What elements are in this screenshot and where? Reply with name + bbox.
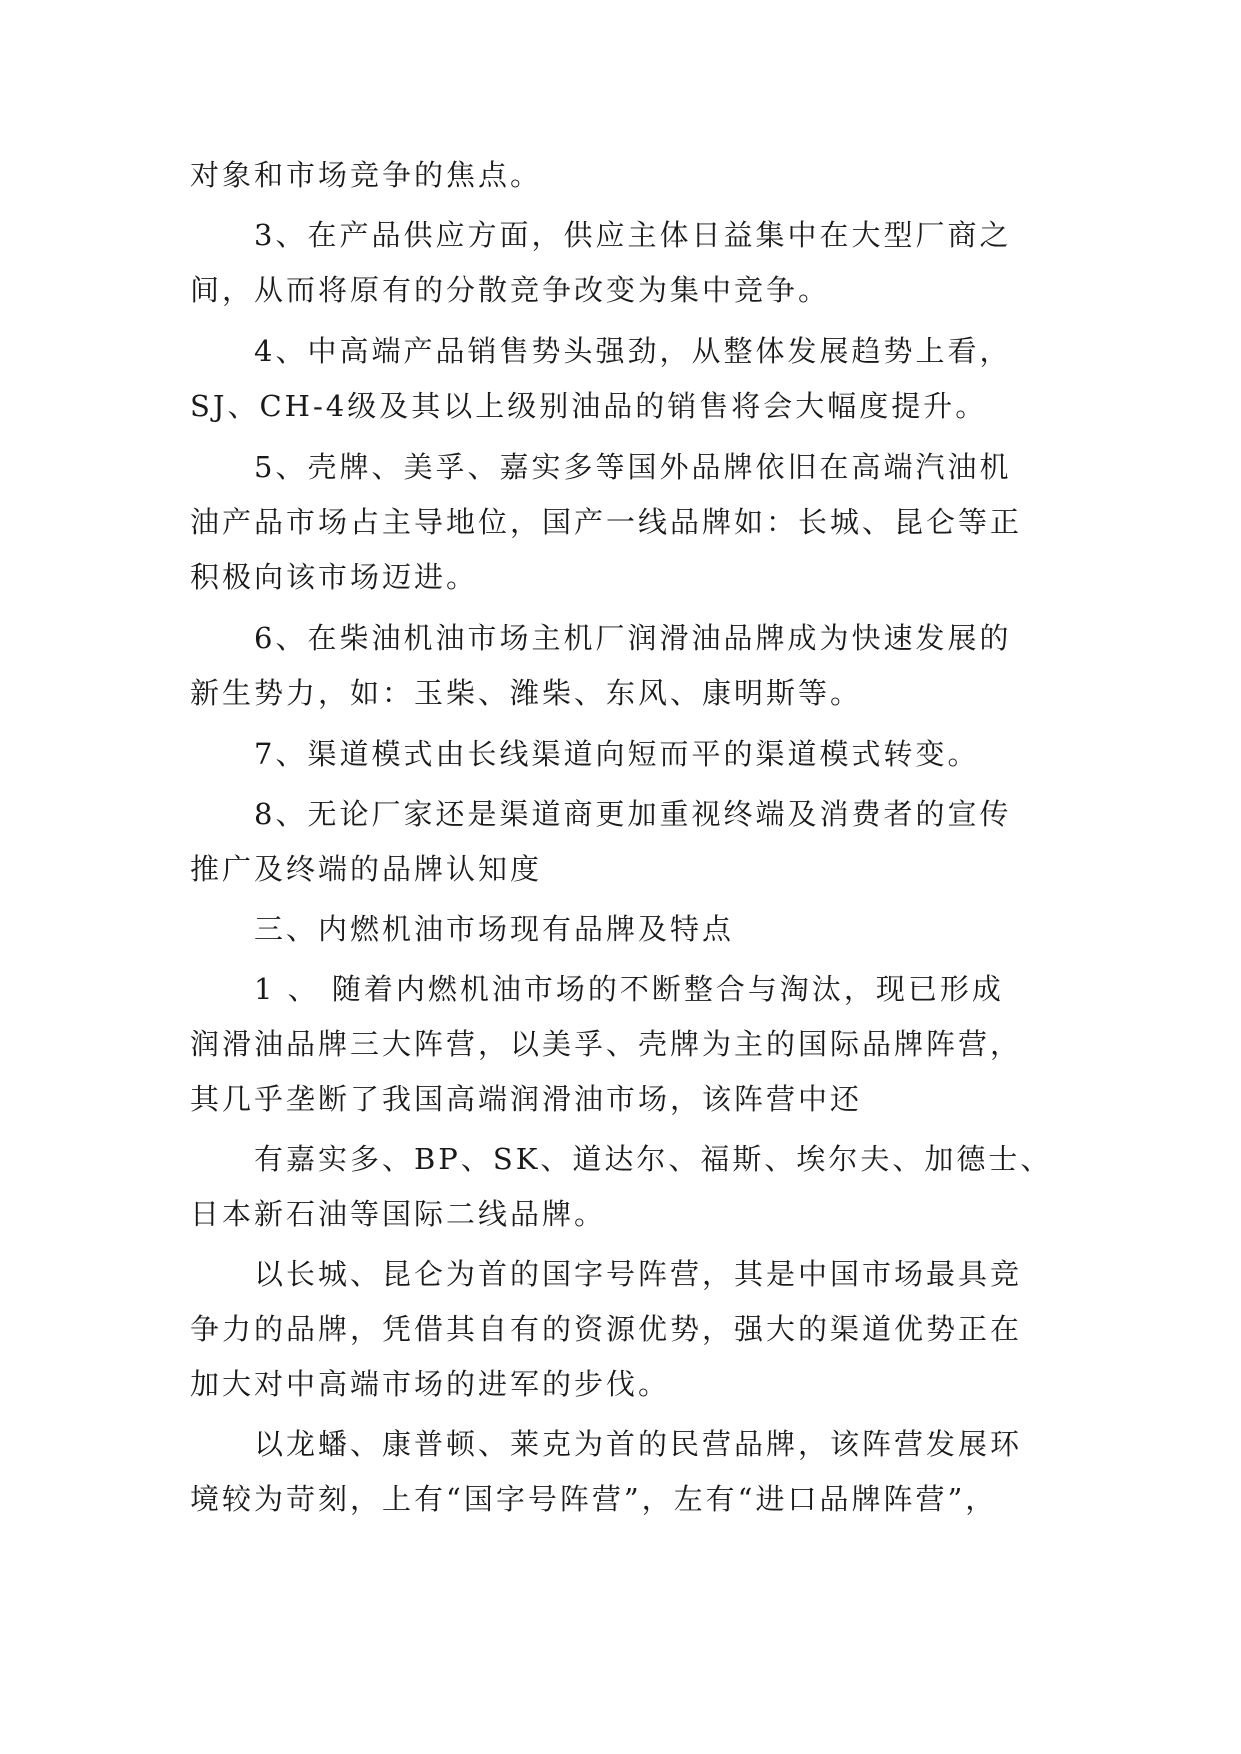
text-line: 其几乎垄断了我国高端润滑油市场，该阵营中还 bbox=[190, 1082, 863, 1116]
text-line: 间，从而将原有的分散竞争改变为集中竞争。 bbox=[190, 273, 831, 307]
text-line: 对象和市场竞争的焦点。 bbox=[190, 158, 543, 192]
text-line: 争力的品牌，凭借其自有的资源优势，强大的渠道优势正在 bbox=[190, 1312, 1023, 1346]
text-line: 以长城、昆仑为首的国字号阵营，其是中国市场最具竞 bbox=[254, 1257, 1023, 1291]
section-heading: 三、内燃机油市场现有品牌及特点 bbox=[254, 912, 735, 946]
text-line: 有嘉实多、BP、SK、道达尔、福斯、埃尔夫、加德士、 bbox=[254, 1142, 1053, 1176]
text-line: SJ、CH-4级及其以上级别油品的销售将会大幅度提升。 bbox=[190, 389, 988, 423]
text-line: 推广及终端的品牌认知度 bbox=[190, 852, 543, 886]
text-line: 7、渠道模式由长线渠道向短而平的渠道模式转变。 bbox=[254, 737, 980, 771]
text-line: 6、在柴油机油市场主机厂润滑油品牌成为快速发展的 bbox=[254, 621, 1012, 655]
text-line: 油产品市场占主导地位，国产一线品牌如：长城、昆仑等正 bbox=[190, 505, 1023, 539]
text-line: 以龙蟠、康普顿、莱克为首的民营品牌，该阵营发展环 bbox=[254, 1427, 1023, 1461]
text-line: 4、中高端产品销售势头强劲，从整体发展趋势上看， bbox=[254, 334, 1012, 368]
text-line: 8、无论厂家还是渠道商更加重视终端及消费者的宣传 bbox=[254, 797, 1012, 831]
text-line: 境较为苛刻，上有“国字号阵营”，左有“进口品牌阵营”， bbox=[190, 1482, 998, 1516]
text-line: 润滑油品牌三大阵营，以美孚、壳牌为主的国际品牌阵营， bbox=[190, 1027, 1023, 1061]
text-line: 日本新石油等国际二线品牌。 bbox=[190, 1197, 607, 1231]
text-line: 1 、 随着内燃机油市场的不断整合与淘汰，现已形成 bbox=[254, 972, 1004, 1006]
text-line: 加大对中高端市场的进军的步伐。 bbox=[190, 1367, 671, 1401]
text-line: 3、在产品供应方面，供应主体日益集中在大型厂商之 bbox=[254, 218, 1012, 252]
text-line: 新生势力，如：玉柴、潍柴、东风、康明斯等。 bbox=[190, 676, 863, 710]
text-line: 5、壳牌、美孚、嘉实多等国外品牌依旧在高端汽油机 bbox=[254, 450, 1012, 484]
text-line: 积极向该市场迈进。 bbox=[190, 560, 479, 594]
